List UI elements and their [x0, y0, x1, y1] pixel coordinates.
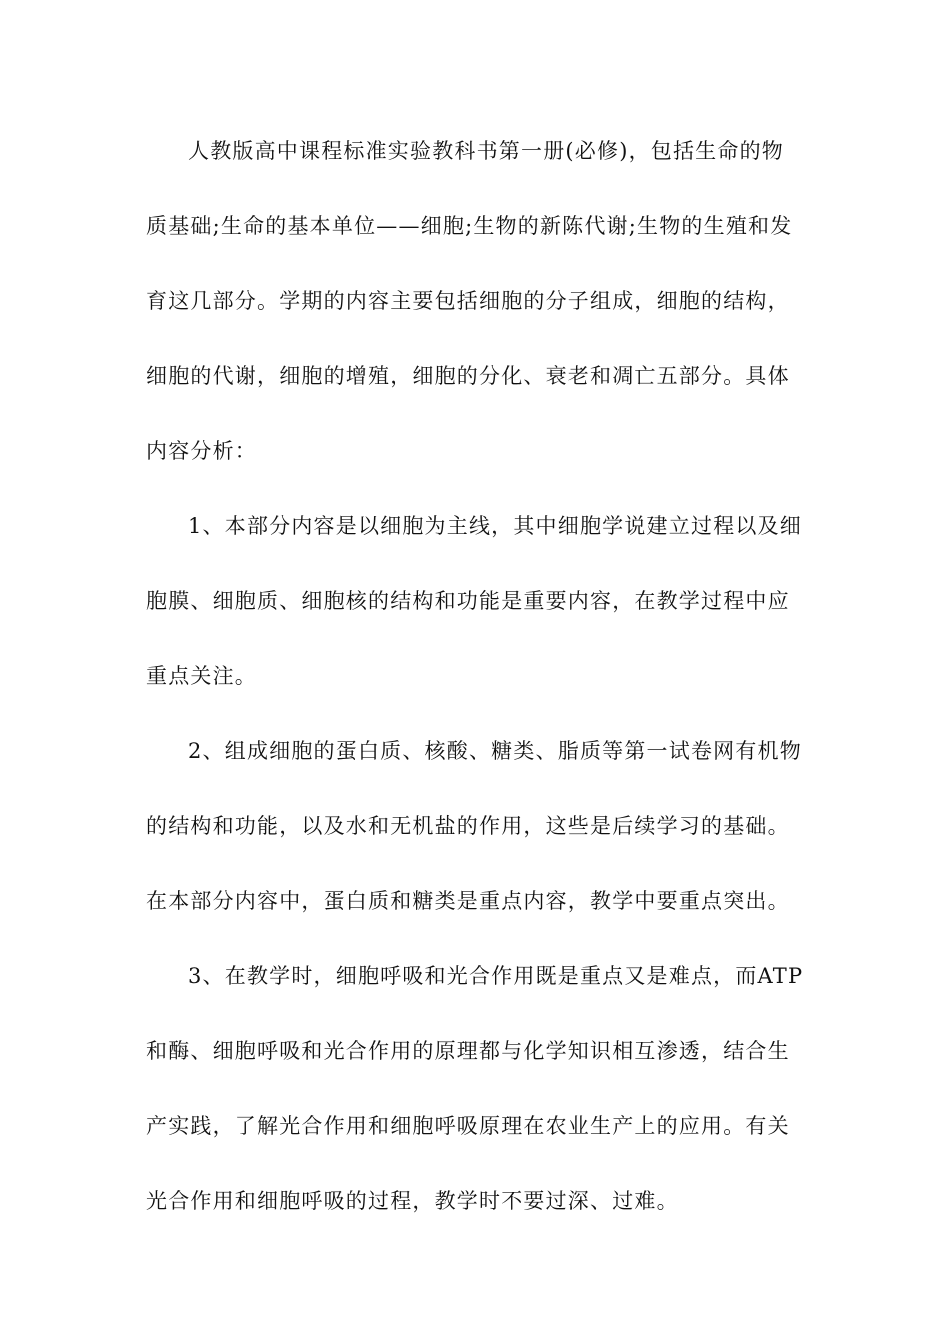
- paragraph-1-line-1: 人教版高中课程标准实验教科书第一册(必修)，包括生命的物: [188, 139, 784, 163]
- paragraph-3-line-3: 在本部分内容中，蛋白质和糖类是重点内容，教学中要重点突出。: [146, 889, 790, 913]
- paragraph-2-line-3: 重点关注。: [146, 664, 257, 688]
- paragraph-2-line-1: 1、本部分内容是以细胞为主线，其中细胞学说建立过程以及细: [188, 514, 802, 538]
- paragraph-2-line-2: 胞膜、细胞质、细胞核的结构和功能是重要内容，在教学过程中应: [146, 589, 790, 613]
- paragraph-1-line-4: 细胞的代谢，细胞的增殖，细胞的分化、衰老和凋亡五部分。具体: [146, 364, 790, 388]
- paragraph-3-line-2: 的结构和功能，以及水和无机盐的作用，这些是后续学习的基础。: [146, 814, 790, 838]
- paragraph-4-line-3: 产实践，了解光合作用和细胞呼吸原理在农业生产上的应用。有关: [146, 1114, 790, 1138]
- paragraph-4-line-1: 3、在教学时，细胞呼吸和光合作用既是重点又是难点，而ATP: [188, 964, 804, 988]
- paragraph-4-line-2: 和酶、细胞呼吸和光合作用的原理都与化学知识相互渗透，结合生: [146, 1039, 790, 1063]
- paragraph-1-line-2: 质基础;生命的基本单位——细胞;生物的新陈代谢;生物的生殖和发: [146, 214, 793, 238]
- paragraph-1-line-5: 内容分析：: [146, 439, 257, 463]
- paragraph-4-line-4: 光合作用和细胞呼吸的过程，教学时不要过深、过难。: [146, 1189, 679, 1213]
- paragraph-3-line-1: 2、组成细胞的蛋白质、核酸、糖类、脂质等第一试卷网有机物: [188, 739, 802, 763]
- paragraph-1-line-3: 育这几部分。学期的内容主要包括细胞的分子组成，细胞的结构，: [146, 289, 790, 313]
